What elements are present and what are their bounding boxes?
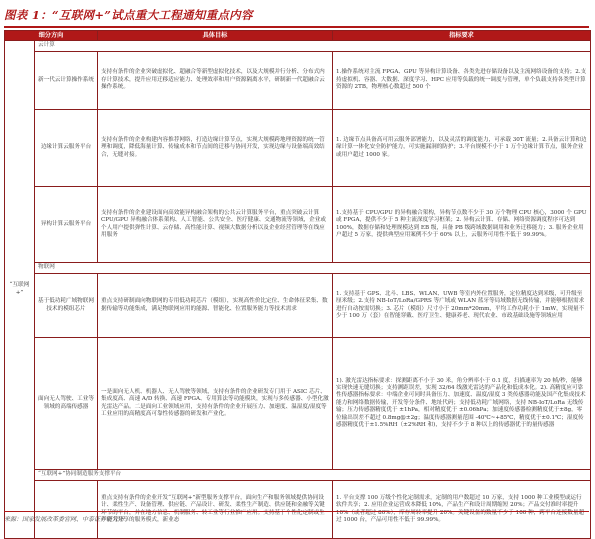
row-goal: 支持有条件的企业突破虚拟化、超融合等新型虚拟化技术，以及大规模并行分析、分布式内存计算技术，提升应用迁移适应能力、处理效率和用户资源隔离水平，研制新一代超融合云操作系统。 <box>98 52 333 110</box>
row-goal: 重点支持有条件的企业开发“互联网+”新型服务支撑平台，面向生产和服务领域提供协同设计、柔性生产、设备管理、供应链、产品设计、研发、柔性生产制造、供应链和金融等关键环节的平台，并在地方信息、机制服务、转工业等行业推广应用。支持基于个性化定制或生产能力分享的服务模式，新业态 <box>98 481 333 539</box>
row-goal: 一是面向无人机、机器人、无人驾驶等领域，支持有条件的企业研发专门用于 ASIC 芯片、集成度高、高速 A/D 转换、高速 FPGA、专用算法等功能模块，实现与多传感器、小型化激光雷达产品。二是面向工业领域应用，支持有条件的企业开展压力、加速度、温湿度/湿度等工业应用的高精度高可靠性传感器的研发和产业化。 <box>98 338 333 470</box>
table-row <box>5 52 591 110</box>
row-requirement: 1. 支持基于 GPS、北斗、LBS、WLAN、UWB 等室内外位置服务，定位精度达到米级，可升级至厘米级；2.支持 NB-IoT/LoRa/GPRS 等广域或 WLAN 蓝牙等局域数据无线传输，并能够根据需求进行自动按需切换；3. 芯片（模组）尺寸小于 20mm*20mm，平均工作功耗小于 1mW，实现量不少于 100 万（套）在智能穿戴、医疗卫生、健康养老、现代农业、市政基础设施等领域应用 <box>333 274 591 338</box>
row-goal: 支持有条件的企业建设面向高效能异构融合架构的公共云计算服务平台，重点突破云计算 CPU/GPU 异构融合体系架构、人工智能、公共安全、医疗健康、交通物流等领域，企业或个人用户提供弹性计算、云存储、高性能计算、视频大数据分析以及企业经营管理等在线应用服务 <box>98 187 333 263</box>
source-note: 来源：国家发展改革委官网、中泰证券研究所 <box>4 511 589 523</box>
table-row <box>5 110 591 187</box>
section-row-cloud <box>5 41 591 52</box>
row-requirement: 1. 平台支撑 100 万级个性化定制需求，定制的用户数超过 10 万家，支持 1000 种工业模型或运行软件共享；2. 应用企业运营成本降低 10%，产品生产和设计周期缩短 20%；产品交付准时率提升 10%（或者超过 80%），库存周转率提升 20%。关键设备的数量不少于 100 种，跨平台连接数量超过 1000 台，产品可用性不低于 99.99%。 <box>333 481 591 539</box>
table-row <box>5 274 591 338</box>
row-requirement: 1.操作系统对主流 FPGA、GPU 等异构计算设备、各类先进存储设备以及主流网络设备的支持；2.支持虚拟机、容器、大数据、深度学习、HPC 应用等负载的统一调度与管理，单个负载支持各类型计算资源的 2TB，物理核心数超过 500 个 <box>333 52 591 110</box>
category-cell: “互联网+” <box>5 41 35 539</box>
table-row <box>5 338 591 470</box>
figure-title: 图表 1：“互联网+”试点重大工程通知重点内容 <box>4 6 589 28</box>
section-platform: “互联网+”协同制造服务支撑平台 <box>35 470 591 481</box>
row-name: 边缘计算云服务平台 <box>35 110 98 187</box>
row-requirement: 1. 边缘节点具备高可用云服务部署能力，以及灵活的调度能力，可承载 30T 流量；2.具备云计算和边缘计算一体化安全防护能力，可实施漏洞的防护；3.平台规模不小于 1 万个边缘计算节点，服务企业或用户超过 1000 家。 <box>333 110 591 187</box>
header-direction: 细分方向 <box>5 31 98 41</box>
row-requirement: 1.支持基于 CPU/GPU 的异构融合架构，异构节点数不少于 30 万个物理 CPU 核心，3000 个 GPU 或 FPGA，提供不少于 5 种主流深度学习框架；2. 异构云计算、存储、网络资源调度程序可达到100%，数据存储和处理规模达到 EB 级，具备 PB 级跨域数据调用和业务迁移能力；3. 服务企业用户超过 5 万家，提供典型应用案例不少于 60% 以上，云服务可用性不低于 99.99%。 <box>333 187 591 263</box>
section-row-platform <box>5 470 591 481</box>
row-name: 异构计算云服务平台 <box>35 187 98 263</box>
row-requirement: 1). 激光雷达指标要求：探测距离不小于 30 米，角分辨率小于 0.1 度，扫描速率为 20 帧/秒，能够实现快速无缝切换；支持测距误差，实现 32/64 线激光雷达的产品化和低成本化。2). 高精度应可靠性传感器指标要求：中端企业可同时具备压力、加速度、温度/湿度 3 类传感器功能及国产化集成技术能力和网络数据传输，开发等分条件、地址代码；支持低功耗广域网络，支持 NB-IoT/LoRa 无线传输；压力传感器精度优于 ±1hPa，相对精度优于 ±0.06hPa；加速度传感器检测精度优于±8g，零位输出误差不超过 0.8mg@±2g；温度传感器测量范围 -40℃~+85℃，精度优于±0.1℃；湿度传感器精度优于±1.5%RH（±2%RH 和)，支持不少于 8 种以上的传感器优于的量传感器 <box>333 338 591 470</box>
row-name: 面向无人驾驶、工业等领域的高端传感器 <box>35 338 98 470</box>
header-requirement: 指标要求 <box>333 31 591 41</box>
row-name: 基于低功耗广域物联网技术的模组芯片 <box>35 274 98 338</box>
section-iot: 物联网 <box>35 263 591 274</box>
header-goal: 具体目标 <box>98 31 333 41</box>
row-goal: 支持有条件的企业构建内容推荐网络，打造边缘计算节点，实现大规模跨地理资源的统一管理和调度，降低海量计算、传输成本和节点间的迁移与协同开发，实现边缘与设备端高效结合，无缝对接。 <box>98 110 333 187</box>
policy-table <box>4 30 591 539</box>
row-name: 新一代云计算操作系统 <box>35 52 98 110</box>
table-row <box>5 481 591 539</box>
table-header-row <box>5 31 591 41</box>
row-goal: 重点支持研制面向物联网的专用低功耗芯片（模组），实现高性价比定位、生命体征采集、数据传输等功能集成，满足物联网应用的能源、智能化、位置服务能力等技术需求 <box>98 274 333 338</box>
section-cloud: 云计算 <box>35 41 591 52</box>
table-row <box>5 187 591 263</box>
row-name <box>35 481 98 539</box>
section-row-iot <box>5 263 591 274</box>
